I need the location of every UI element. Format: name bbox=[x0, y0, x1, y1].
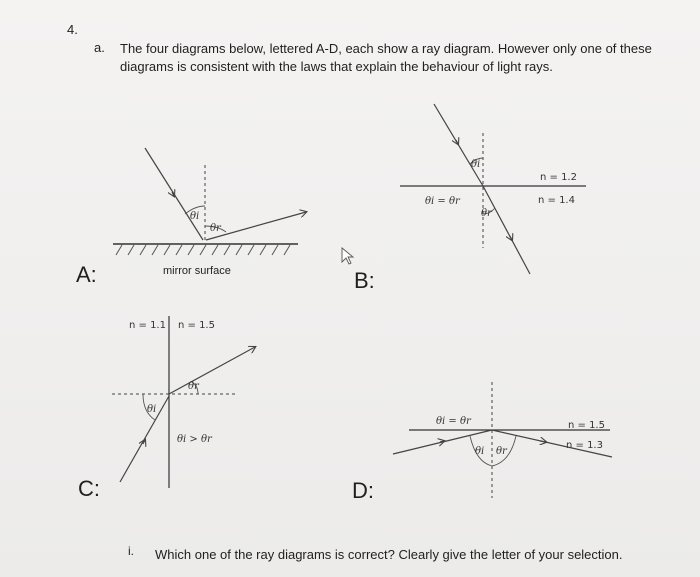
refractive-index-top-d: n = 1.5 bbox=[568, 420, 605, 431]
diagram-a-letter: A: bbox=[76, 262, 97, 287]
mirror-surface-label: mirror surface bbox=[163, 265, 231, 277]
diagram-c bbox=[112, 316, 255, 488]
reflected-arrow-d bbox=[540, 441, 546, 442]
diagram-b bbox=[342, 104, 586, 274]
refractive-index-left-c: n = 1.1 bbox=[129, 320, 166, 331]
refracted-ray-c bbox=[169, 347, 255, 394]
incident-ray-c bbox=[120, 396, 169, 482]
diagram-c-letter: C: bbox=[78, 476, 100, 501]
question-part-label: a. bbox=[94, 40, 105, 55]
mirror-hatching bbox=[116, 245, 290, 255]
reflected-ray-a bbox=[206, 212, 306, 240]
refractive-index-top-b: n = 1.2 bbox=[540, 172, 577, 183]
diagram-d bbox=[393, 382, 612, 498]
refracted-ray-b bbox=[483, 186, 530, 274]
theta-r-label-c: θr bbox=[188, 381, 199, 392]
mouse-cursor-icon bbox=[342, 248, 353, 264]
theta-r-label-a: θr bbox=[210, 223, 221, 234]
theta-i-label-a: θi bbox=[190, 211, 200, 222]
equation-d: θi = θr bbox=[436, 416, 471, 427]
incident-ray-a bbox=[145, 148, 203, 240]
question-text: The four diagrams below, lettered A-D, each show a ray diagram. However only one of these diagrams is consistent with the laws that explain the behaviour of light rays. bbox=[120, 41, 652, 74]
refractive-index-bottom-b: n = 1.4 bbox=[538, 195, 575, 206]
incident-ray-b bbox=[434, 104, 483, 186]
theta-i-label-b: θi bbox=[471, 159, 481, 170]
refractive-index-right-c: n = 1.5 bbox=[178, 320, 215, 331]
refractive-index-bottom-d: n = 1.3 bbox=[566, 440, 603, 451]
diagram-b-letter: B: bbox=[354, 268, 375, 293]
theta-i-label-d: θi bbox=[475, 446, 485, 457]
equation-b: θi = θr bbox=[425, 196, 460, 207]
theta-r-label-b: θr bbox=[481, 208, 492, 219]
question-number: 4. bbox=[67, 22, 78, 37]
subquestion-text: Which one of the ray diagrams is correct? Clearly give the letter of your selection. bbox=[155, 547, 623, 562]
inequality-c: θi > θr bbox=[177, 434, 212, 445]
subquestion-number: i. bbox=[128, 544, 134, 558]
diagram-a bbox=[113, 148, 306, 277]
theta-i-label-c: θi bbox=[147, 404, 157, 415]
theta-r-label-d: θr bbox=[496, 446, 507, 457]
diagram-d-letter: D: bbox=[352, 478, 374, 503]
